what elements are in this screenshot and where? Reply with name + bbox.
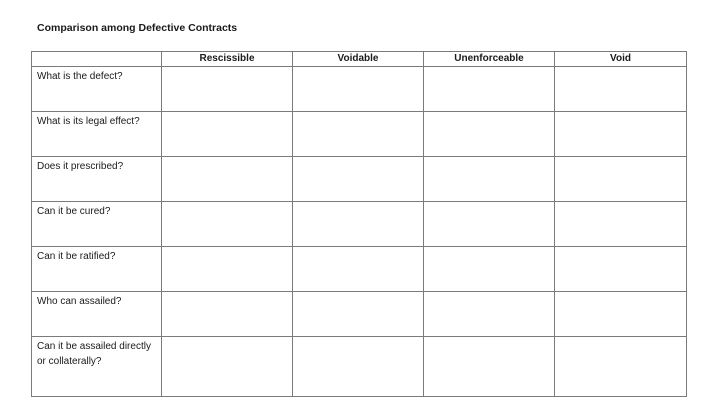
table-row [32, 292, 687, 337]
empty-cell [293, 247, 424, 292]
table-row [32, 67, 687, 112]
document-title: Comparison among Defective Contracts [37, 22, 238, 34]
table-row [32, 337, 687, 397]
header-unenforceable: Unenforceable [424, 52, 555, 67]
row-label: Who can assailed? [32, 292, 162, 337]
empty-cell [424, 157, 555, 202]
comparison-table [31, 51, 687, 397]
empty-cell [293, 202, 424, 247]
empty-cell [555, 292, 687, 337]
empty-cell [162, 202, 293, 247]
table-row [32, 202, 687, 247]
empty-cell [555, 337, 687, 397]
empty-cell [424, 247, 555, 292]
row-label: What is its legal effect? [32, 112, 162, 157]
empty-cell [555, 112, 687, 157]
row-label: Can it be assailed directly or collaterally? [32, 337, 162, 397]
empty-cell [555, 67, 687, 112]
row-label: Does it prescribed? [32, 157, 162, 202]
empty-cell [424, 202, 555, 247]
empty-cell [293, 337, 424, 397]
empty-cell [555, 247, 687, 292]
empty-cell [424, 337, 555, 397]
table-row [32, 112, 687, 157]
empty-cell [424, 112, 555, 157]
table-row [32, 247, 687, 292]
empty-cell [293, 67, 424, 112]
empty-cell [162, 112, 293, 157]
row-label: What is the defect? [32, 67, 162, 112]
empty-cell [162, 67, 293, 112]
empty-cell [162, 292, 293, 337]
empty-cell [424, 67, 555, 112]
empty-cell [293, 112, 424, 157]
header-void: Void [555, 52, 687, 67]
empty-cell [555, 157, 687, 202]
row-label: Can it be cured? [32, 202, 162, 247]
row-label: Can it be ratified? [32, 247, 162, 292]
empty-cell [424, 292, 555, 337]
table-row [32, 157, 687, 202]
empty-cell [162, 337, 293, 397]
header-corner [32, 52, 162, 67]
empty-cell [293, 157, 424, 202]
header-row [32, 52, 687, 67]
empty-cell [162, 247, 293, 292]
header-voidable: Voidable [293, 52, 424, 67]
empty-cell [555, 202, 687, 247]
header-rescissible: Rescissible [162, 52, 293, 67]
empty-cell [162, 157, 293, 202]
empty-cell [293, 292, 424, 337]
